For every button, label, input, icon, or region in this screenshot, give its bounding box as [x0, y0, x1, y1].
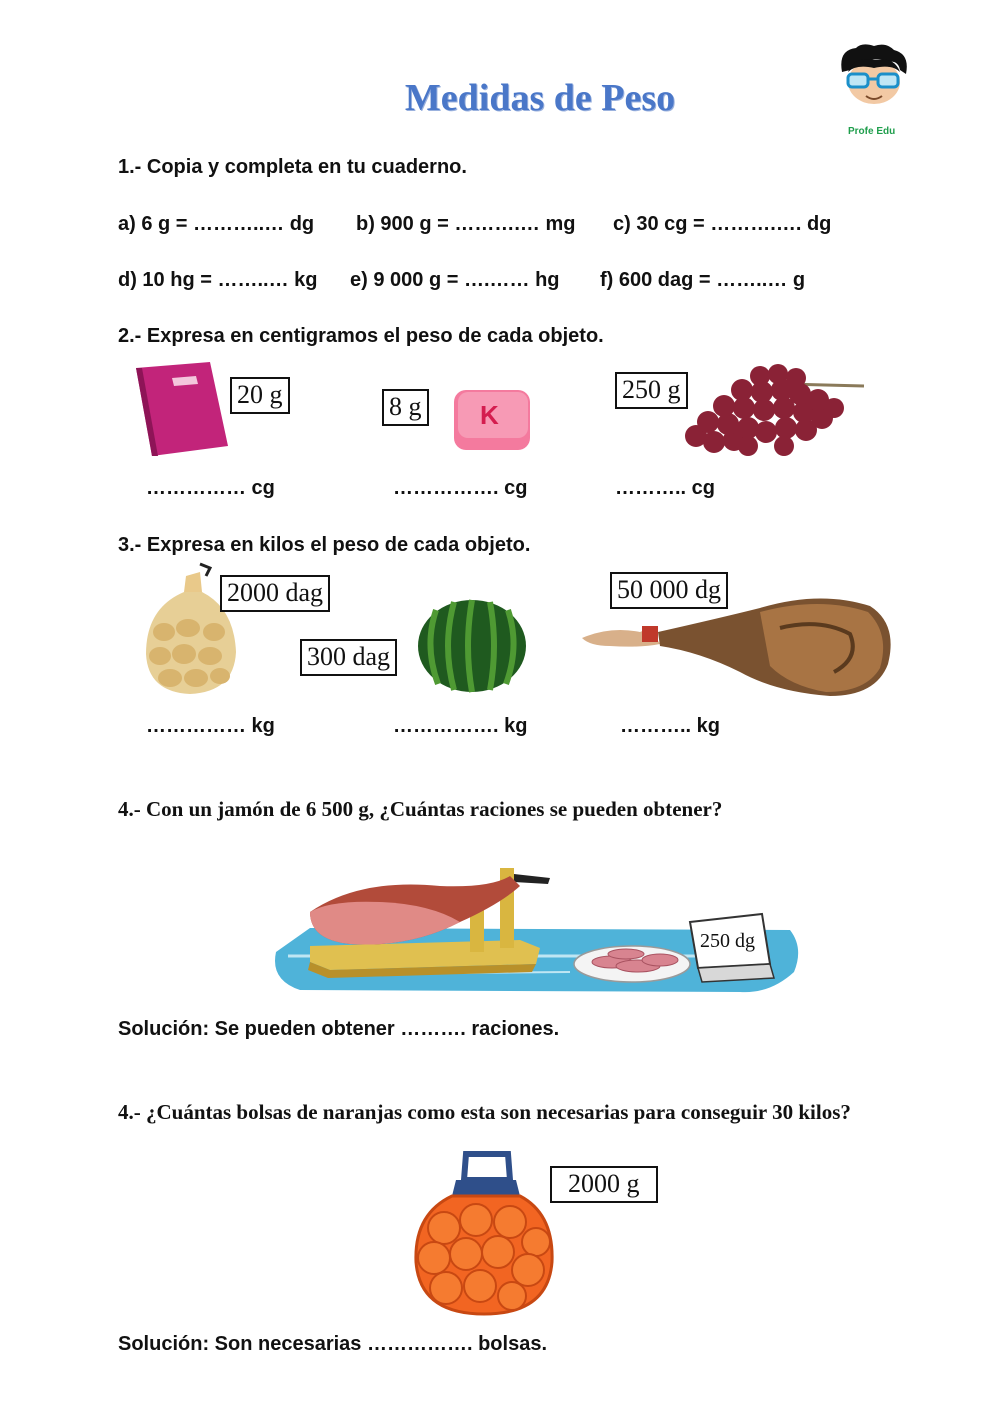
- question-1-heading: 1.- Copia y completa en tu cuaderno.: [118, 156, 467, 178]
- exercise-e: e) 9 000 g = ….…… hg: [350, 269, 560, 291]
- eraser-illustration: [450, 382, 536, 458]
- teacher-avatar-icon: [834, 42, 914, 114]
- ham-weight-label: 50 000 dg: [610, 572, 728, 609]
- logo-text: Profe Edu: [848, 126, 896, 137]
- logo: [834, 42, 914, 137]
- watermelon-icon: [416, 596, 528, 694]
- ham-answer: ……….. kg: [620, 715, 721, 737]
- page-title: Medidas de Peso: [404, 77, 676, 119]
- ham-portion-label: 250 dg: [700, 930, 755, 952]
- watermelon-weight-label: 300 dag: [300, 639, 397, 676]
- question-3-heading: 3.- Expresa en kilos el peso de cada objeto.: [118, 534, 531, 556]
- grapes-answer: ……….. cg: [615, 477, 716, 499]
- question-5-heading: 4.- ¿Cuántas bolsas de naranjas como esta son necesarias para conseguir 30 kilos?: [118, 1100, 851, 1124]
- ham-leg-illustration: [580, 588, 896, 700]
- orange-bag-icon: [412, 1150, 556, 1318]
- notebook-answer: …………… cg: [146, 477, 275, 499]
- eraser-answer: ……………. cg: [393, 477, 528, 499]
- question-2-heading: 2.- Expresa en centigramos el peso de cada objeto.: [118, 325, 604, 347]
- question-4-solution: Solución: Se pueden obtener ………. raciones.: [118, 1018, 560, 1040]
- orange-bag-weight-label: 2000 g: [550, 1166, 658, 1203]
- orange-bag-illustration: [412, 1150, 556, 1318]
- watermelon-illustration: [416, 596, 528, 694]
- watermelon-answer: ……………. kg: [393, 715, 528, 737]
- ham-leg-icon: [580, 588, 896, 700]
- question-5-solution: Solución: Son necesarias ……………. bolsas.: [118, 1333, 547, 1355]
- grapes-icon: [676, 362, 866, 460]
- exercise-b: b) 900 g = ……….… mg: [356, 213, 576, 235]
- eraser-weight-label: 8 g: [382, 389, 429, 426]
- exercise-f: f) 600 dag = ……..… g: [600, 269, 806, 291]
- eraser-icon: [450, 382, 536, 458]
- potato-answer: …………… kg: [146, 715, 275, 737]
- notebook-icon: [130, 360, 232, 460]
- question-4-heading: 4.- Con un jamón de 6 500 g, ¿Cuántas raciones se pueden obtener?: [118, 797, 723, 821]
- grapes-weight-label: 250 g: [615, 372, 688, 409]
- exercise-d: d) 10 hg = ……..… kg: [118, 269, 318, 291]
- ham-stand-illustration: [270, 852, 806, 998]
- potato-weight-label: 2000 dag: [220, 575, 330, 612]
- ham-stand-icon: [270, 852, 806, 998]
- notebook-illustration: [130, 360, 232, 460]
- notebook-weight-label: 20 g: [230, 377, 290, 414]
- grapes-illustration: [676, 362, 866, 460]
- exercise-c: c) 30 cg = ……….…. dg: [613, 213, 832, 235]
- svg-text:K: K: [480, 400, 499, 430]
- exercise-a: a) 6 g = ………..… dg: [118, 213, 315, 235]
